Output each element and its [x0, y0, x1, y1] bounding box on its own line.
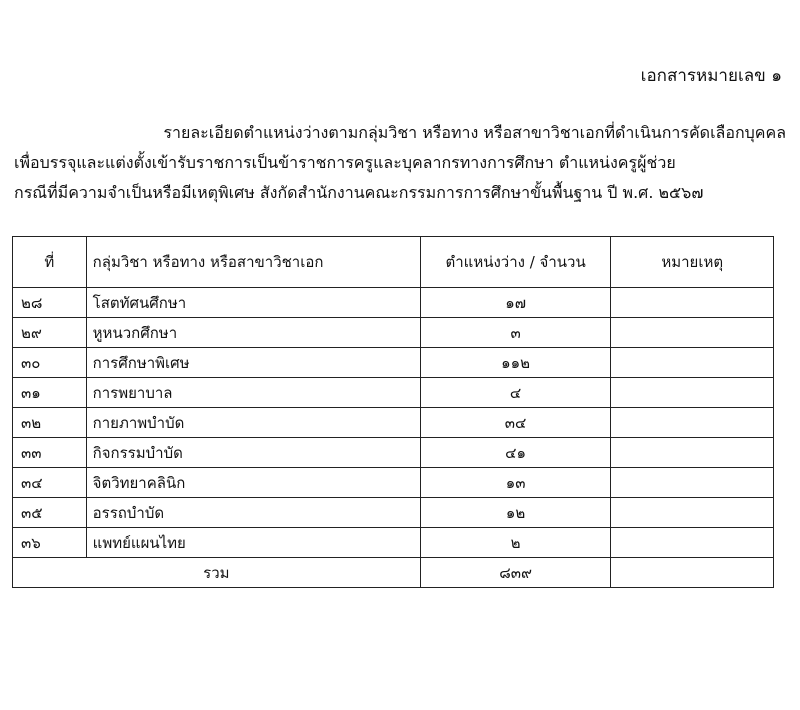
header-no: ที่ [13, 237, 87, 288]
row-remark [611, 288, 774, 318]
table-header-row [13, 237, 774, 288]
row-positions: ๒ [420, 528, 611, 558]
heading-line-1: รายละเอียดตำแหน่งว่างตามกลุ่มวิชา หรือทาง หรือสาขาวิชาเอกที่ดำเนินการคัดเลือกบุคคล [163, 123, 786, 142]
table-row [13, 408, 774, 438]
row-subject: กายภาพบำบัด [86, 408, 420, 438]
row-no: ๓๖ [13, 528, 87, 558]
row-subject: กิจกรรมบำบัด [86, 438, 420, 468]
table-row [13, 468, 774, 498]
row-no: ๒๘ [13, 288, 87, 318]
total-positions: ๘๓๙ [420, 558, 611, 588]
document-heading [14, 118, 786, 208]
header-subject: กลุ่มวิชา หรือทาง หรือสาขาวิชาเอก [86, 237, 420, 288]
row-remark [611, 348, 774, 378]
row-subject: หูหนวกศึกษา [86, 318, 420, 348]
document-number: เอกสารหมายเลข ๑ [640, 66, 782, 86]
table-row [13, 318, 774, 348]
row-subject: แพทย์แผนไทย [86, 528, 420, 558]
row-remark [611, 408, 774, 438]
row-remark [611, 528, 774, 558]
row-positions: ๑๑๒ [420, 348, 611, 378]
vacancy-table [12, 236, 774, 588]
header-positions: ตำแหน่งว่าง / จำนวน [420, 237, 611, 288]
row-positions: ๑๒ [420, 498, 611, 528]
table-row [13, 348, 774, 378]
row-no: ๓๕ [13, 498, 87, 528]
row-no: ๓๔ [13, 468, 87, 498]
table-row [13, 438, 774, 468]
table-total-row [13, 558, 774, 588]
row-subject: การศึกษาพิเศษ [86, 348, 420, 378]
row-positions: ๑๓ [420, 468, 611, 498]
heading-line-3: กรณีที่มีความจำเป็นหรือมีเหตุพิเศษ สังกัดสำนักงานคณะกรรมการการศึกษาขั้นพื้นฐาน ปี พ.ศ. ๒๕๖๗ [14, 183, 704, 202]
row-positions: ๓ [420, 318, 611, 348]
table-row [13, 528, 774, 558]
row-positions: ๑๗ [420, 288, 611, 318]
row-positions: ๔๑ [420, 438, 611, 468]
row-remark [611, 468, 774, 498]
heading-line-2: เพื่อบรรจุและแต่งตั้งเข้ารับราชการเป็นข้าราชการครูและบุคลากรทางการศึกษา ตำแหน่งครูผู้ช่วย [14, 153, 676, 172]
row-no: ๓๒ [13, 408, 87, 438]
total-remark [611, 558, 774, 588]
row-no: ๓๓ [13, 438, 87, 468]
row-subject: การพยาบาล [86, 378, 420, 408]
row-no: ๓๐ [13, 348, 87, 378]
row-no: ๒๙ [13, 318, 87, 348]
row-subject: จิตวิทยาคลินิก [86, 468, 420, 498]
row-subject: อรรถบำบัด [86, 498, 420, 528]
header-remark: หมายเหตุ [611, 237, 774, 288]
row-remark [611, 318, 774, 348]
table-row [13, 498, 774, 528]
table-row [13, 288, 774, 318]
row-no: ๓๑ [13, 378, 87, 408]
row-remark [611, 498, 774, 528]
total-label: รวม [13, 558, 421, 588]
row-subject: โสตทัศนศึกษา [86, 288, 420, 318]
row-positions: ๔ [420, 378, 611, 408]
row-remark [611, 378, 774, 408]
row-remark [611, 438, 774, 468]
row-positions: ๓๔ [420, 408, 611, 438]
table-row [13, 378, 774, 408]
